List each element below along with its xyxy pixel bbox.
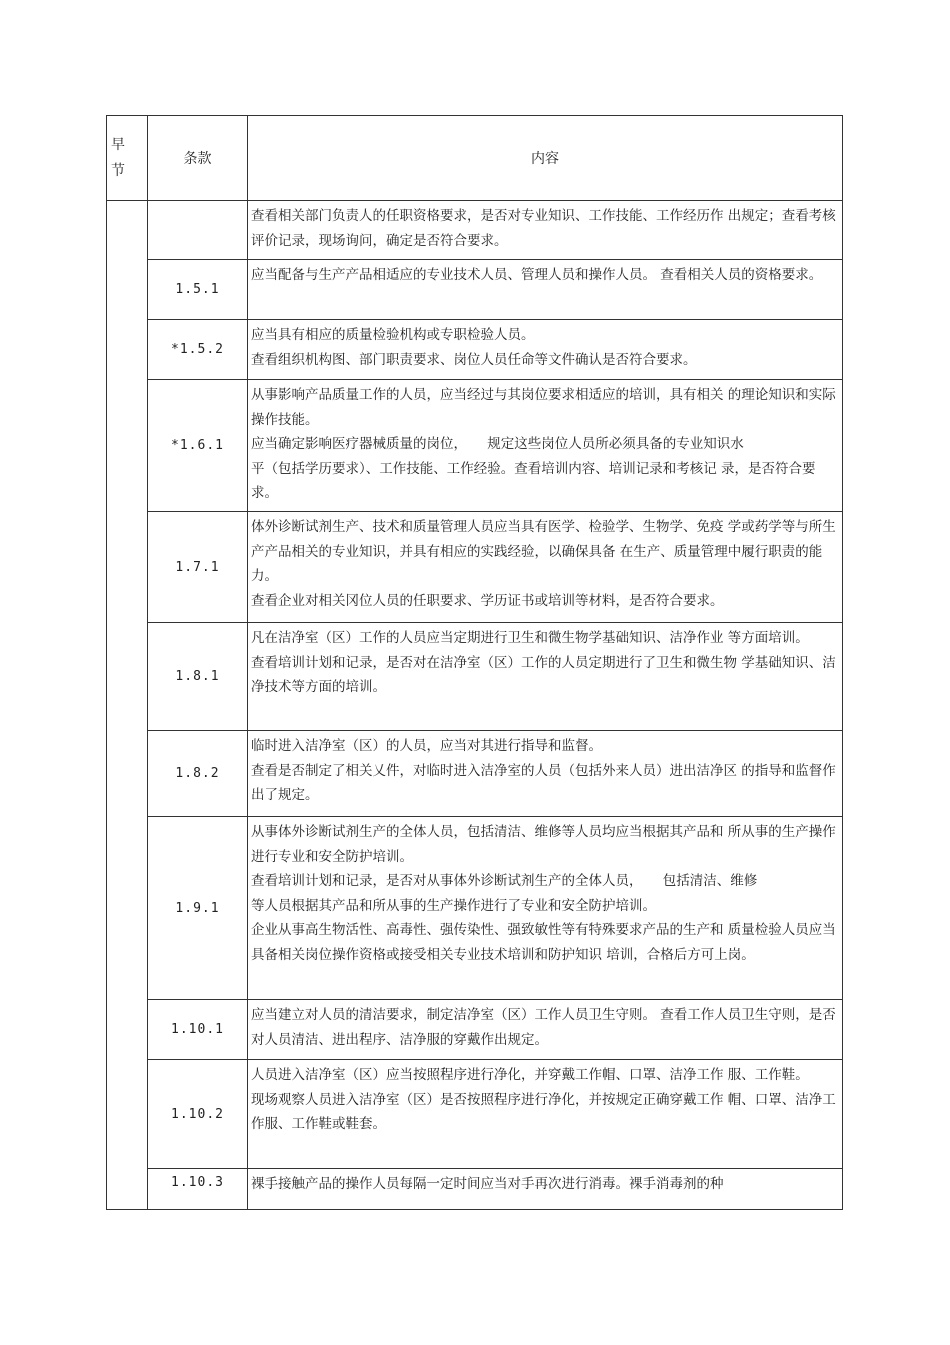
content-paragraph: 从事影响产品质量工作的人员，应当经过与其岗位要求相适应的培训，具有相关 的理论知识和实际操作技能。 <box>251 387 836 428</box>
clause-cell: *1.5.2 <box>148 320 248 380</box>
table-row <box>107 731 843 817</box>
content-cell <box>248 320 843 380</box>
content-paragraph: 查看相关部门负责人的任职资格要求，是否对专业知识、工作技能、工作经历作 出规定；查看考核评价记录，现场询问，确定是否符合要求。 <box>251 208 836 249</box>
content-cell <box>248 260 843 320</box>
content-paragraph: 体外诊断试剂生产、技术和质量管理人员应当具有医学、检验学、生物学、免疫 学或药学等与所生产产品相关的专业知识，并具有相应的实践经验，以确保具备 在生产、质量管理中履行职责的能力。 <box>251 519 836 584</box>
clause-cell: 1.10.1 <box>148 1000 248 1060</box>
content-paragraph: 查看企业对相关冈位人员的任职要求、学历证书或培训等材料，是否符合要求。 <box>251 592 724 609</box>
clause-cell <box>148 201 248 260</box>
content-cell <box>248 731 843 817</box>
table-row <box>107 380 843 512</box>
chapter-header-line2: 节 <box>111 163 125 179</box>
table-row <box>107 512 843 623</box>
table-row <box>107 201 843 260</box>
content-paragraph: 从事体外诊断试剂生产的全体人员，包括清洁、维修等人员均应当根据其产品和 所从事的生产操作进行专业和安全防护培训。 <box>251 824 836 865</box>
clause-cell: 1.10.3 <box>148 1169 248 1210</box>
content-cell <box>248 1169 843 1210</box>
content-paragraph: 裸手接触产品的操作人员每隔一定时间应当对手再次进行消毒。裸手消毒剂的种 <box>251 1176 724 1192</box>
content-paragraph: 企业从事高生物活性、高毒性、强传染性、强致敏性等有特殊要求产品的生产和 质量检验人员应当具备相关岗位操作资格或接受相关专业技术培训和防护知识 培训，合格后方可上岗。 <box>251 922 836 963</box>
clause-cell: 1.9.1 <box>148 817 248 1000</box>
content-header-cell: 内容 <box>248 116 843 201</box>
content-cell <box>248 380 843 512</box>
clause-cell: 1.8.1 <box>148 623 248 731</box>
content-paragraph: 现场观察人员进入洁净室（区）是否按照程序进行净化，并按规定正确穿戴工作 帽、口罩、洁净工作服、工作鞋或鞋套。 <box>251 1091 836 1132</box>
content-paragraph: 查看是否制定了相关乂件，对临时进入洁净室的人员（包括外来人员）进出洁净区 的指导和监督作出了规定。 <box>251 762 836 803</box>
table-row <box>107 320 843 380</box>
clause-cell: *1.6.1 <box>148 380 248 512</box>
content-paragraph: 查看培训计划和记录，是否对在洁净室（区）工作的人员定期进行了卫生和微生物 学基础知识、洁净技术等方面的培训。 <box>251 654 836 695</box>
chapter-header-line1: 早 <box>111 137 125 153</box>
chapter-header-cell <box>107 116 148 201</box>
content-cell <box>248 1000 843 1060</box>
content-paragraph: 人员进入洁净室（区）应当按照程序进行净化，并穿戴工作帽、口罩、洁净工作 服、工作鞋。 <box>251 1067 809 1083</box>
clause-cell: 1.7.1 <box>148 512 248 623</box>
content-cell <box>248 817 843 1000</box>
content-paragraph: 查看培训计划和记录，是否对从事体外诊断试剂生产的全体人员， 包括清洁、维修 <box>251 873 758 889</box>
clause-cell: 1.10.2 <box>148 1060 248 1169</box>
content-paragraph: 查看组织机构图、部门职责要求、岗位人员任命等文件确认是否符合要求。 <box>251 351 697 368</box>
content-paragraph: 等人员根据其产品和所从事的生产操作进行了专业和安全防护培训。 <box>251 897 656 914</box>
table-row <box>107 623 843 731</box>
content-cell <box>248 201 843 260</box>
table-header-row <box>107 116 843 201</box>
table-row <box>107 1169 843 1210</box>
content-paragraph: 应当确定影响医疗器械质量的岗位， 规定这些岗位人员所必须具备的专业知识水 <box>251 436 744 452</box>
content-paragraph: 平（包括学历要求）、工作技能、工作经验。查看培训内容、培训记录和考核记 录，是否符合要求。 <box>251 460 816 501</box>
content-cell <box>248 512 843 623</box>
content-cell <box>248 623 843 731</box>
table-row <box>107 1060 843 1169</box>
content-paragraph: 应当建立对人员的清洁要求，制定洁净室（区）工作人员卫生守则。 查看工作人员卫生守则，是否对人员清洁、进出程序、洁净服的穿戴作出规定。 <box>251 1007 836 1048</box>
table-body <box>107 116 843 1210</box>
table-row <box>107 1000 843 1060</box>
content-cell <box>248 1060 843 1169</box>
content-paragraph: 临时进入洁净室（区）的人员，应当对其进行指导和监督。 <box>251 738 602 754</box>
content-paragraph: 应当具有相应的质量检验机构或专职检验人员。 <box>251 327 535 343</box>
table-row <box>107 260 843 320</box>
clause-cell: 1.5.1 <box>148 260 248 320</box>
table-row <box>107 817 843 1000</box>
clause-cell: 1.8.2 <box>148 731 248 817</box>
inspection-table <box>106 115 843 1210</box>
clause-header-cell: 条款 <box>148 116 248 201</box>
chapter-cell <box>107 201 148 1210</box>
content-paragraph: 应当配备与生产产品相适应的专业技术人员、管理人员和操作人员。 查看相关人员的资格要求。 <box>251 267 823 283</box>
content-paragraph: 凡在洁净室（区）工作的人员应当定期进行卫生和微生物学基础知识、洁净作业 等方面培训。 <box>251 630 809 646</box>
